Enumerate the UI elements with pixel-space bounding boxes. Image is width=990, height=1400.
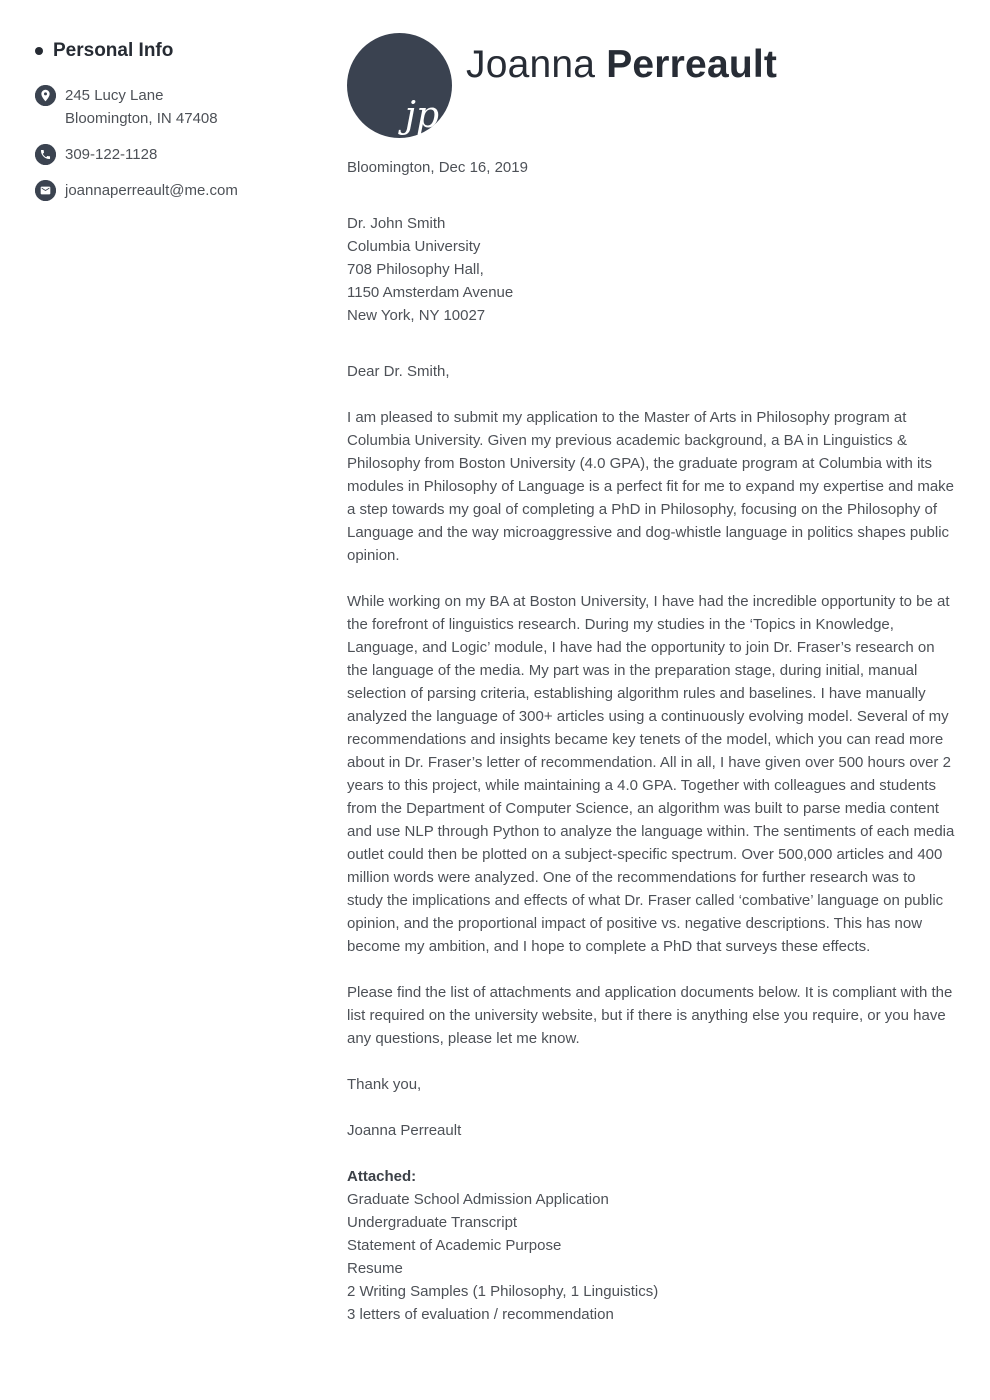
phone-item — [35, 143, 292, 166]
attachment-item-5: 2 Writing Samples (1 Philosophy, 1 Linguistics) — [347, 1283, 659, 1300]
personal-info-sidebar — [0, 0, 312, 1400]
paragraph-2: While working on my BA at Boston University, I have had the incredible opportunity to be at the forefront of linguistics research. During my studies in the ‘Topics in Knowledge, Language, and Logic’ module, I have had the opportunity to join Dr. Fraser’s research on the language of the media. My part was in the preparation stage, during initial, manual selection of parsing criteria, establishing algorithm rules and baselines. I have manually analyzed the language of 300+ articles using a continuously evolving model. Several of my recommendations and insights became key tenets of the model, which you can read more about in Dr. Fraser’s letter of recommendation. All in all, I have given over 500 hours over 2 years to this project, while maintaining a 4.0 GPA. Together with colleagues and students from the Department of Computer Science, an algorithm was built to parse media content and use NLP through Python to analyze the language within. The sentiments of each media outlet could then be plotted on a subject-specific spectrum. Over 500,000 articles and 400 million words were analyzed. One of the recommendations for further research was to study the implications and effects of what Dr. Fraser called ‘combative’ language on public opinion, and the proportional impact of positive vs. negative descriptions. This has now become my ambition, and I hope to complete a PhD that surveys these effects. — [347, 593, 955, 955]
initials-avatar — [347, 33, 452, 138]
signature-name: Joanna Perreault — [347, 1122, 462, 1139]
attachment-item-2: Undergraduate Transcript — [347, 1214, 518, 1231]
date-line: Bloomington, Dec 16, 2019 — [347, 159, 528, 176]
recipient-address-line-3: New York, NY 10027 — [347, 307, 486, 324]
paragraph-3: Please find the list of attachments and application documents below. It is compliant with the list required on the university website, but if there is anything else you require, or you have any questions, please let me know. — [347, 984, 953, 1047]
address-text — [65, 84, 218, 130]
address-item — [35, 84, 292, 130]
attachment-item-4: Resume — [347, 1260, 403, 1277]
email-envelope-icon — [35, 180, 56, 201]
attachment-item-3: Statement of Academic Purpose — [347, 1237, 562, 1254]
recipient-address-line-2: 1150 Amsterdam Avenue — [347, 284, 514, 301]
address-line-2: Bloomington, IN 47408 — [65, 110, 218, 127]
closing-line: Thank you, — [347, 1076, 422, 1093]
phone-number: 309-122-1128 — [65, 146, 158, 163]
last-name: Perreault — [606, 43, 778, 86]
email-item — [35, 179, 292, 202]
letter-body — [347, 156, 955, 1326]
attachment-item-6: 3 letters of evaluation / recommendation — [347, 1306, 614, 1323]
recipient-block — [347, 212, 955, 327]
paragraph-1: I am pleased to submit my application to the Master of Arts in Philosophy program at Columbia University. Given my previous academic background, a BA in Linguistics & Philosophy from Boston University (4.0 GPA), the graduate program at Columbia with its modules in Philosophy of Language is a perfect fit for me to expand my expertise and make a step towards my goal of completing a PhD in Philosophy, focusing on the Philosophy of Language and the way microaggressive and dog-whistle language in politics shapes public opinion. — [347, 409, 955, 564]
phone-text — [65, 143, 157, 166]
applicant-name — [466, 43, 777, 87]
email-address: joannaperreault@me.com — [65, 182, 238, 199]
personal-info-heading-label: Personal Info — [53, 40, 174, 61]
first-name: Joanna — [466, 43, 596, 86]
email-text — [65, 179, 238, 202]
letter-content — [312, 0, 990, 1400]
recipient-institution: Columbia University — [347, 238, 481, 255]
attachments-block — [347, 1165, 955, 1326]
location-pin-icon — [35, 85, 56, 106]
address-line-1: 245 Lucy Lane — [65, 87, 164, 104]
letter-header — [347, 33, 955, 138]
personal-info-heading — [35, 40, 292, 62]
bullet-dot-icon — [35, 47, 43, 55]
avatar-initials: jp — [404, 95, 439, 136]
attachment-item-1: Graduate School Admission Application — [347, 1191, 609, 1208]
salutation: Dear Dr. Smith, — [347, 363, 450, 380]
attachments-title: Attached: — [347, 1168, 417, 1185]
recipient-address-line-1: 708 Philosophy Hall, — [347, 261, 484, 278]
phone-icon — [35, 144, 56, 165]
recipient-name: Dr. John Smith — [347, 215, 446, 232]
